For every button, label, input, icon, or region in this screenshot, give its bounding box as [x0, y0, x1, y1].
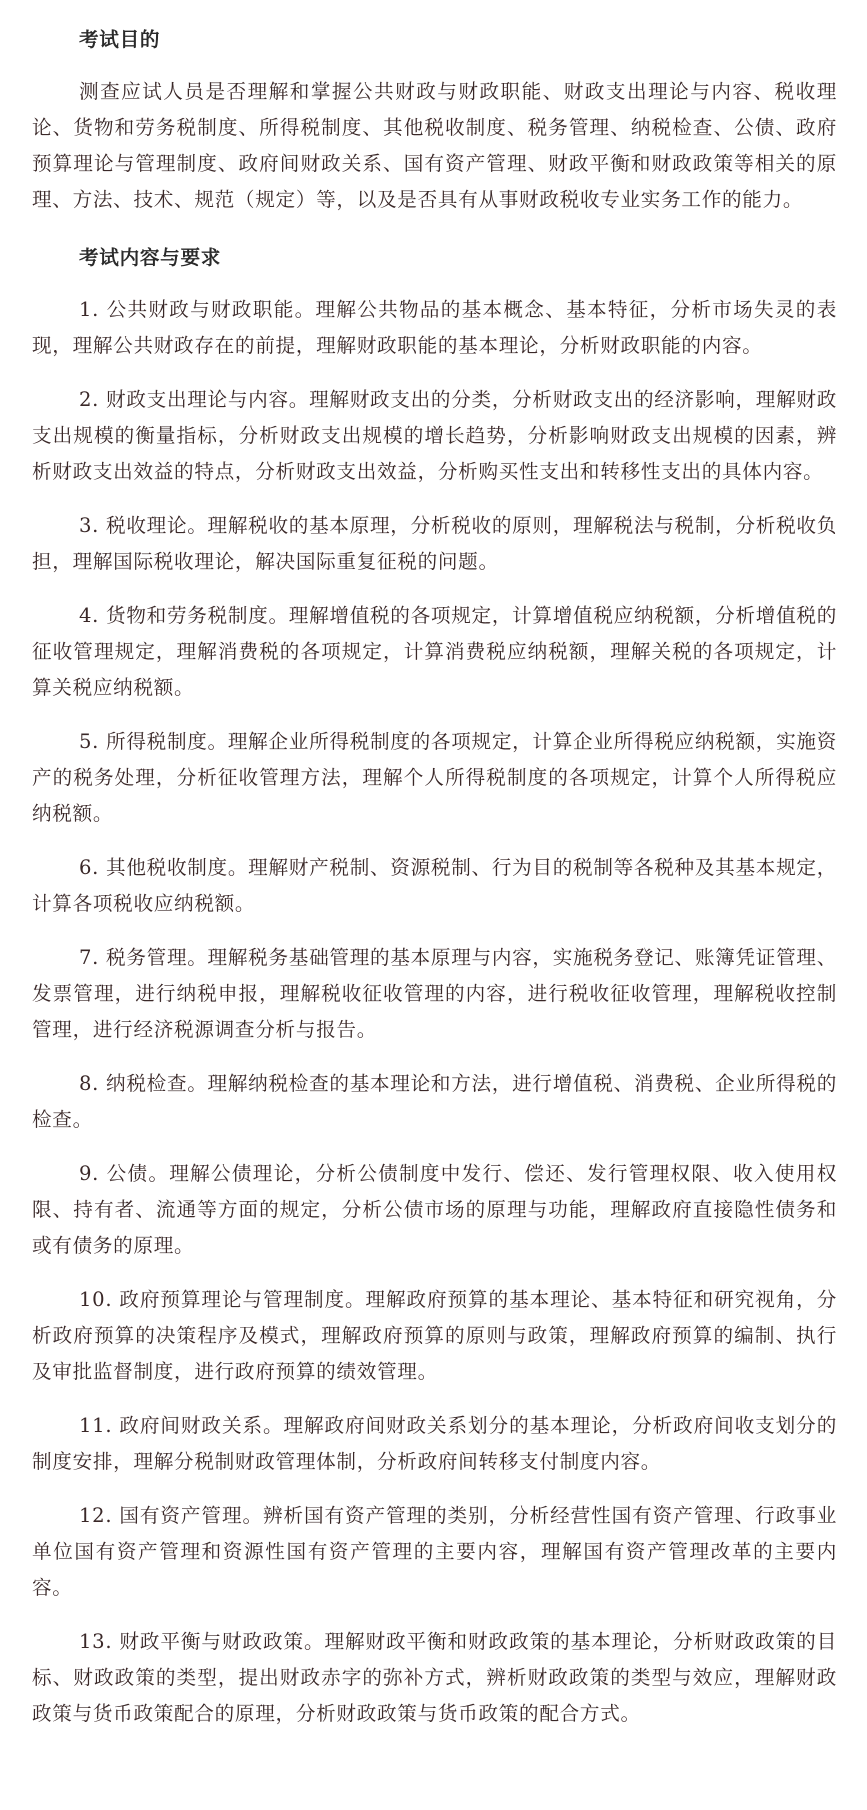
content-item-12: 12. 国有资产管理。辨析国有资产管理的类别，分析经营性国有资产管理、行政事业单位国有资产管理和资源性国有资产管理的主要内容，理解国有资产管理改革的主要内容。 [32, 1504, 837, 1599]
section-heading-purpose: 考试目的 [79, 28, 161, 51]
content-item-10: 10. 政府预算理论与管理制度。理解政府预算的基本理论、基本特征和研究视角，分析政府预算的决策程序及模式，理解政府预算的原则与政策，理解政府预算的编制、执行及审批监督制度，进行政府预算的绩效管理。 [32, 1288, 837, 1383]
content-item-11: 11. 政府间财政关系。理解政府间财政关系划分的基本理论，分析政府间收支划分的制度安排，理解分税制财政管理体制，分析政府间转移支付制度内容。 [32, 1414, 837, 1473]
content-item-6: 6. 其他税收制度。理解财产税制、资源税制、行为目的税制等各税种及其基本规定，计算各项税收应纳税额。 [32, 856, 837, 915]
purpose-paragraph: 测查应试人员是否理解和掌握公共财政与财政职能、财政支出理论与内容、税收理论、货物和劳务税制度、所得税制度、其他税收制度、税务管理、纳税检查、公债、政府预算理论与管理制度、政府间财政关系、国有资产管理、财政平衡和财政政策等相关的原理、方法、技术、规范（规定）等，以及是否具有从事财政税收专业实务工作的能力。 [32, 80, 837, 211]
content-item-5: 5. 所得税制度。理解企业所得税制度的各项规定，计算企业所得税应纳税额，实施资产的税务处理，分析征收管理方法，理解个人所得税制度的各项规定，计算个人所得税应纳税额。 [32, 730, 837, 825]
content-item-2: 2. 财政支出理论与内容。理解财政支出的分类，分析财政支出的经济影响，理解财政支出规模的衡量指标，分析财政支出规模的增长趋势，分析影响财政支出规模的因素，辨析财政支出效益的特点，分析财政支出效益，分析购买性支出和转移性支出的具体内容。 [32, 388, 837, 483]
content-item-9: 9. 公债。理解公债理论，分析公债制度中发行、偿还、发行管理权限、收入使用权限、持有者、流通等方面的规定，分析公债市场的原理与功能，理解政府直接隐性债务和或有债务的原理。 [32, 1162, 837, 1257]
content-item-4: 4. 货物和劳务税制度。理解增值税的各项规定，计算增值税应纳税额，分析增值税的征收管理规定，理解消费税的各项规定，计算消费税应纳税额，理解关税的各项规定，计算关税应纳税额。 [32, 604, 837, 699]
content-item-13: 13. 财政平衡与财政政策。理解财政平衡和财政政策的基本理论，分析财政政策的目标、财政政策的类型，提出财政赤字的弥补方式，辨析财政政策的类型与效应，理解财政政策与货币政策配合的原理，分析财政政策与货币政策的配合方式。 [32, 1630, 837, 1725]
section-heading-content: 考试内容与要求 [79, 246, 222, 269]
content-item-1: 1. 公共财政与财政职能。理解公共物品的基本概念、基本特征，分析市场失灵的表现，理解公共财政存在的前提，理解财政职能的基本理论，分析财政职能的内容。 [32, 298, 837, 357]
content-list [32, 292, 837, 1732]
content-item-3: 3. 税收理论。理解税收的基本原理，分析税收的原则，理解税法与税制，分析税收负担，理解国际税收理论，解决国际重复征税的问题。 [32, 514, 837, 573]
content-item-8: 8. 纳税检查。理解纳税检查的基本理论和方法，进行增值税、消费税、企业所得税的检查。 [32, 1072, 837, 1131]
content-item-7: 7. 税务管理。理解税务基础管理的基本原理与内容，实施税务登记、账簿凭证管理、发票管理，进行纳税申报，理解税收征收管理的内容，进行税收征收管理，理解税收控制管理，进行经济税源调查分析与报告。 [32, 946, 837, 1041]
